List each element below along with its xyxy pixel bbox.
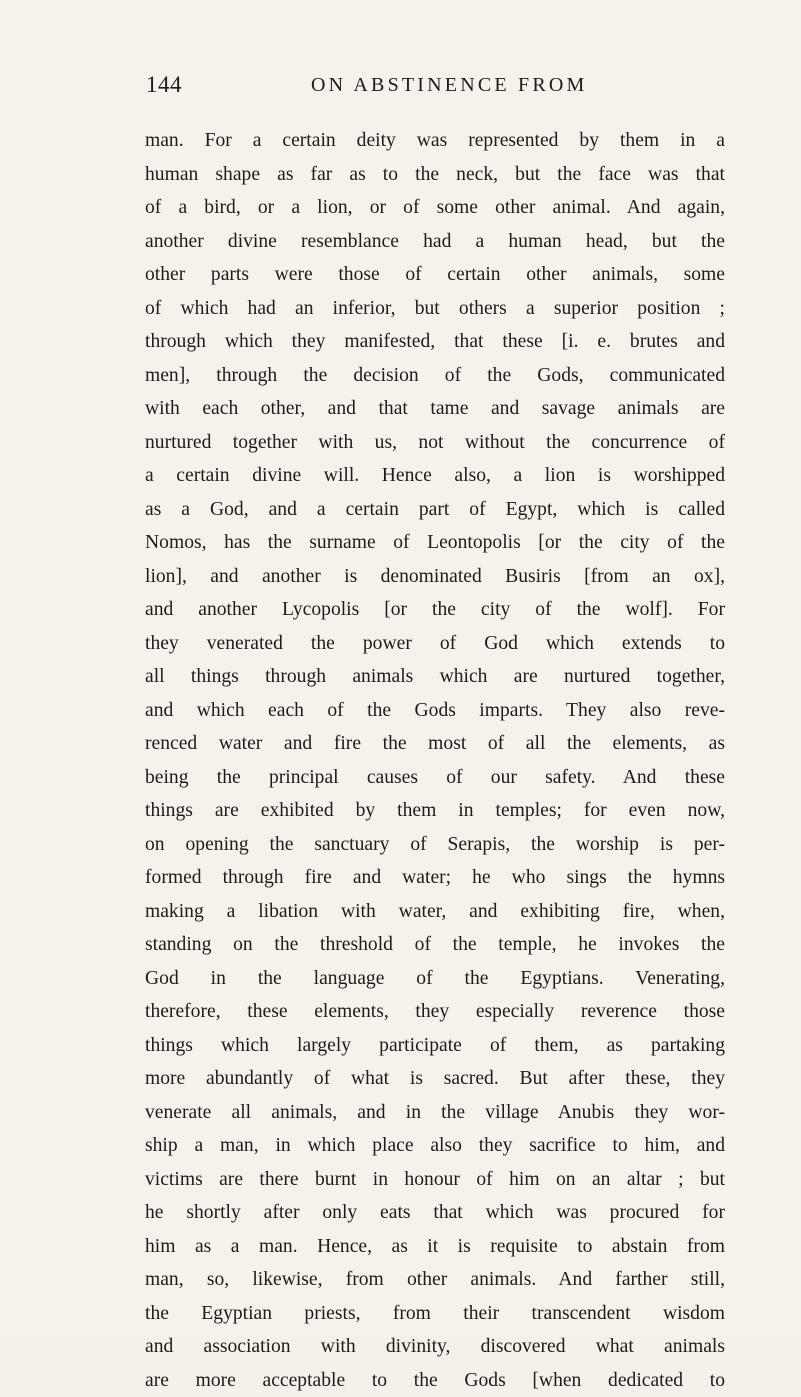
text-line: making a libation with water, and exhibiting fire, when, — [145, 895, 725, 929]
text-line: they venerated the power of God which extends to — [145, 627, 725, 661]
text-line: another divine resemblance had a human head, but the — [145, 225, 725, 259]
text-line: of which had an inferior, but others a superior position ; — [145, 292, 725, 326]
body-text — [145, 124, 725, 1397]
text-line: all things through animals which are nurtured together, — [145, 660, 725, 694]
text-line: a certain divine will. Hence also, a lion is worshipped — [145, 459, 725, 493]
text-line: nurtured together with us, not without the concurrence of — [145, 426, 725, 460]
text-line: lion], and another is denominated Busiris [from an ox], — [145, 560, 725, 594]
text-line: more abundantly of what is sacred. But after these, they — [145, 1062, 725, 1096]
text-line: ship a man, in which place also they sacrifice to him, and — [145, 1129, 725, 1163]
text-line: therefore, these elements, they especially reverence those — [145, 995, 725, 1029]
page-number: 144 — [146, 72, 182, 98]
text-line: and another Lycopolis [or the city of the wolf]. For — [145, 593, 725, 627]
text-line: as a God, and a certain part of Egypt, which is called — [145, 493, 725, 527]
text-line: formed through fire and water; he who sings the hymns — [145, 861, 725, 895]
text-line: are more acceptable to the Gods [when dedicated to — [145, 1364, 725, 1397]
text-line: venerate all animals, and in the village Anubis they wor- — [145, 1096, 725, 1130]
text-line: standing on the threshold of the temple, he invokes the — [145, 928, 725, 962]
text-line: man. For a certain deity was represented by them in a — [145, 124, 725, 158]
text-line: God in the language of the Egyptians. Venerating, — [145, 962, 725, 996]
running-title: ON ABSTINENCE FROM — [311, 74, 588, 97]
text-line: being the principal causes of our safety. And these — [145, 761, 725, 795]
text-line: and association with divinity, discovered what animals — [145, 1330, 725, 1364]
text-line: of a bird, or a lion, or of some other animal. And again, — [145, 191, 725, 225]
text-line: human shape as far as to the neck, but the face was that — [145, 158, 725, 192]
text-line: man, so, likewise, from other animals. And farther still, — [145, 1263, 725, 1297]
text-line: things are exhibited by them in temples; for even now, — [145, 794, 725, 828]
text-line: men], through the decision of the Gods, communicated — [145, 359, 725, 393]
text-line: and which each of the Gods imparts. They also reve- — [145, 694, 725, 728]
text-line: victims are there burnt in honour of him on an altar ; but — [145, 1163, 725, 1197]
text-line: he shortly after only eats that which was procured for — [145, 1196, 725, 1230]
text-line: other parts were those of certain other animals, some — [145, 258, 725, 292]
text-line: through which they manifested, that these [i. e. brutes and — [145, 325, 725, 359]
text-line: things which largely participate of them, as partaking — [145, 1029, 725, 1063]
text-line: with each other, and that tame and savage animals are — [145, 392, 725, 426]
text-line: him as a man. Hence, as it is requisite to abstain from — [145, 1230, 725, 1264]
text-line: on opening the sanctuary of Serapis, the worship is per- — [145, 828, 725, 862]
text-line: renced water and fire the most of all the elements, as — [145, 727, 725, 761]
text-line: the Egyptian priests, from their transcendent wisdom — [145, 1297, 725, 1331]
page-header — [146, 72, 726, 106]
text-line: Nomos, has the surname of Leontopolis [or the city of the — [145, 526, 725, 560]
